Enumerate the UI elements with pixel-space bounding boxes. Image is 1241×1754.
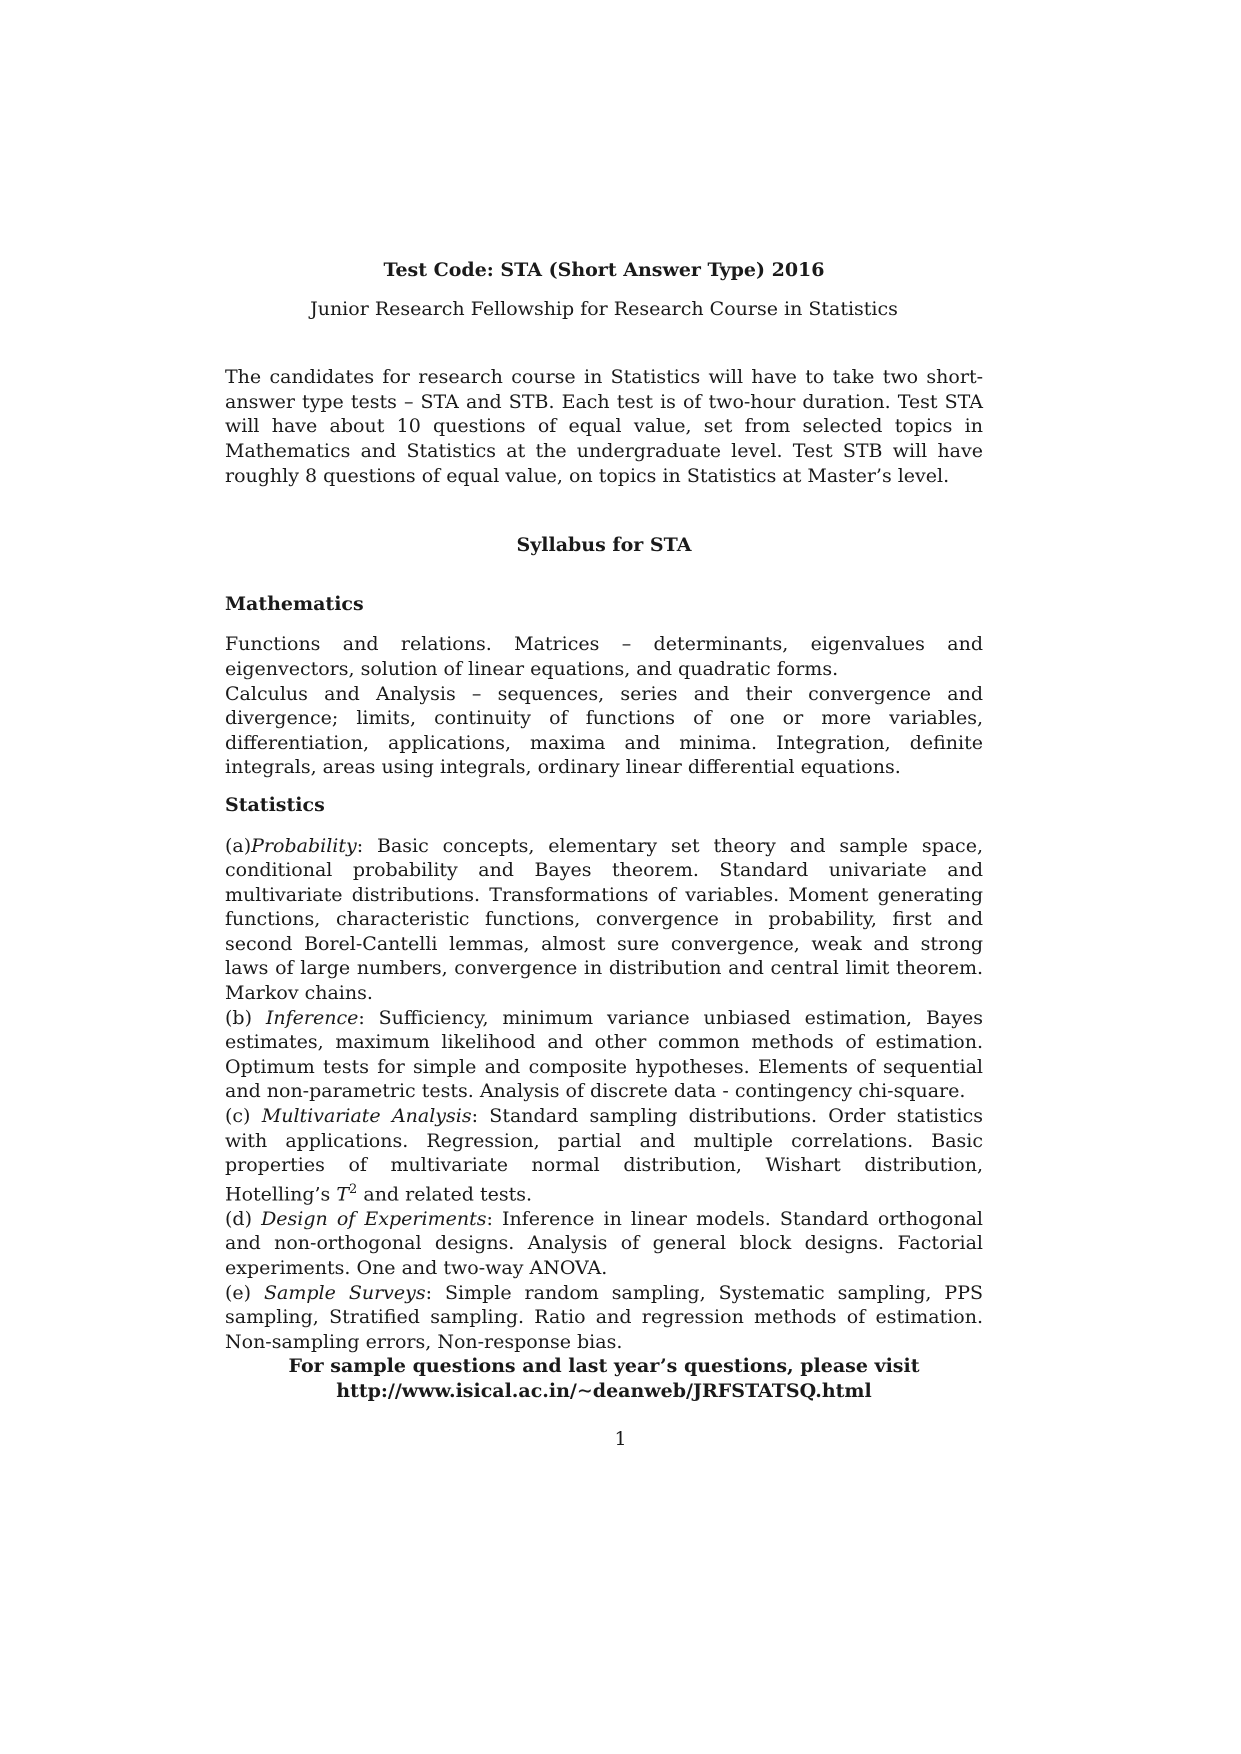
page-content: [225, 258, 983, 1403]
item-label: (e): [225, 1281, 265, 1304]
item-label: (c): [225, 1105, 262, 1128]
mathematics-heading: Mathematics: [225, 592, 364, 615]
doc-subtitle: Junior Research Fellowship for Research Course in Statistics: [310, 297, 898, 320]
syllabus-heading: Syllabus for STA: [516, 534, 692, 557]
design-text: : Inference in linear models. Standard orthogonal and non-orthogonal designs. Analysis of general block designs. Factorial experiments. One and two-way ANOVA.: [225, 1207, 983, 1279]
hotelling-t: T: [336, 1183, 350, 1206]
math-paragraph-2: Calculus and Analysis – sequences, series and their convergence and divergence; limits, continuity of functions of one or more variables, differentiation, applications, maxima and minima. Integration, definite integrals, areas using integrals, ordinary linear differential equations.: [225, 682, 983, 779]
multivariate-text-2: and related tests.: [357, 1183, 533, 1206]
statistics-heading: Statistics: [225, 793, 325, 816]
inference-item: [225, 1006, 983, 1104]
doc-title: Test Code: STA (Short Answer Type) 2016: [383, 259, 825, 281]
inference-title: Inference: [265, 1006, 359, 1029]
probability-title: Probability: [251, 834, 357, 857]
design-title: Design of Experiments: [261, 1207, 487, 1230]
footer-note: For sample questions and last year’s questions, please visit: [288, 1355, 920, 1378]
item-label: (a): [225, 834, 252, 857]
math-paragraph-1: Functions and relations. Matrices – determinants, eigenvalues and eigenvectors, solution of linear equations, and quadratic forms.: [225, 633, 983, 680]
surveys-text: : Simple random sampling, Systematic sampling, PPS sampling, Stratified sampling. Ratio and regression methods of estimation. Non-sampling errors, Non-response bias.: [225, 1281, 984, 1353]
probability-item: [225, 834, 983, 1006]
superscript-2: 2: [349, 1181, 358, 1197]
multivariate-item: [225, 1104, 983, 1207]
surveys-item: [225, 1281, 983, 1355]
item-label: (b): [225, 1006, 266, 1029]
multivariate-title: Multivariate Analysis: [261, 1105, 472, 1128]
surveys-title: Sample Surveys: [264, 1281, 426, 1304]
multivariate-text-1: : Standard sampling distributions. Order statistics with applications. Regression, partial and multiple correlations. Basic properties of multivariate normal distribution, Wishart distribution, Hotelling’s: [225, 1105, 983, 1206]
intro-paragraph: The candidates for research course in Statistics will have to take two short-answer type tests – STA and STB. Each test is of two-hour duration. Test STA will have about 10 questions of equal value, set from selected topics in Mathematics and Statistics at the undergraduate level. Test STB will have roughly 8 questions of equal value, on topics in Statistics at Master’s level.: [225, 366, 983, 487]
design-item: [225, 1207, 983, 1281]
page-number: 1: [614, 1428, 627, 1450]
footer-url[interactable]: http://www.isical.ac.in/∼deanweb/JRFSTATSQ.html: [336, 1379, 872, 1402]
probability-text: : Basic concepts, elementary set theory and sample space, conditional probability and Bayes theorem. Standard univariate and multivariate distributions. Transformations of variables. Moment generating functions, characteristic functions, convergence in probability, first and second Borel-Cantelli lemmas, almost sure convergence, weak and strong laws of large numbers, convergence in distribution and central limit theorem. Markov chains.: [225, 834, 983, 1005]
item-label: (d): [225, 1207, 262, 1230]
inference-text: : Sufficiency, minimum variance unbiased estimation, Bayes estimates, maximum likelihood and other common methods of estimation. Optimum tests for simple and composite hypotheses. Elements of sequential and non-parametric tests. Analysis of discrete data - contingency chi-square.: [225, 1006, 983, 1103]
